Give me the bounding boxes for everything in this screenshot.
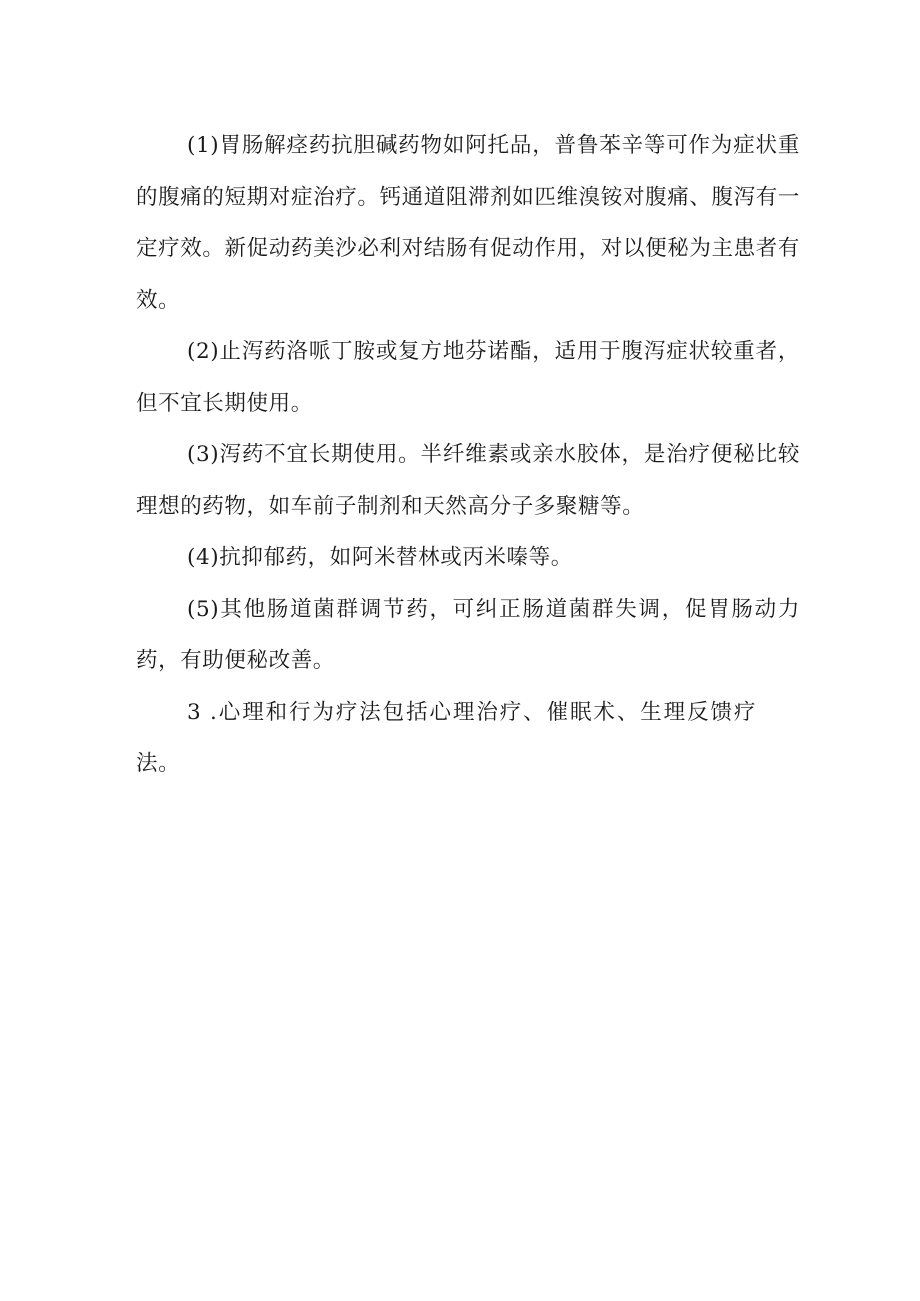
paragraph-psychological-therapy: 3 .心理和行为疗法包括心理治疗、催眠术、生理反馈疗法。 <box>136 699 756 776</box>
paragraph-antidiarrheals: (2)止泻药洛哌丁胺或复方地芬诺酯，适用于腹泻症状较重者，但不宜长期使用。 <box>136 339 800 416</box>
paragraph-laxatives: (3)泻药不宜长期使用。半纤维素或亲水胶体，是治疗便秘比较理想的药物，如车前子制剂和天然高分子多聚糖等。 <box>136 442 800 519</box>
document-body <box>136 120 800 790</box>
paragraph-gut-flora: (5)其他肠道菌群调节药，可纠正肠道菌群失调，促胃肠动力药，有助便秘改善。 <box>136 596 800 673</box>
paragraph-antidepressants: (4)抗抑郁药，如阿米替林或丙米嗪等。 <box>187 545 573 570</box>
paragraph-antispasmodics: (1)胃肠解痉药抗胆碱药物如阿托品，普鲁苯辛等可作为症状重的腹痛的短期对症治疗。钙通道阻滞剂如匹维溴铵对腹痛、腹泻有一定疗效。新促动药美沙必利对结肠有促动作用，对以便秘为主患者有效。 <box>136 133 800 313</box>
